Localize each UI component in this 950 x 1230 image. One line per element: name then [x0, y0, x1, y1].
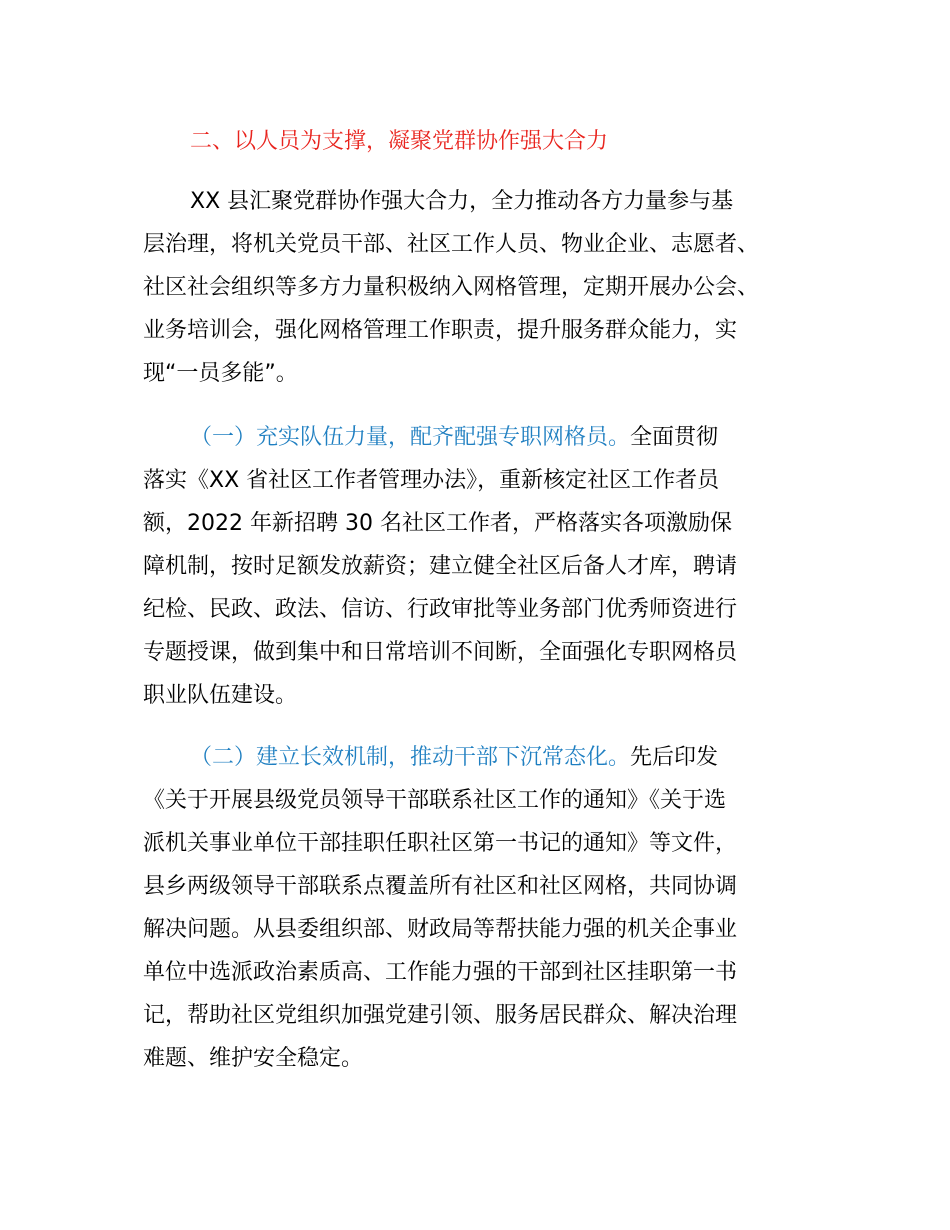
- paragraph-line: 《关于开展县级党员领导干部联系社区工作的通知》《关于选: [143, 788, 727, 813]
- paragraph-line: XX 县汇聚党群协作强大合力，全力推动各方力量参与基: [190, 189, 734, 214]
- paragraph-line: 额，2022 年新招聘 30 名社区工作者，严格落实各项激励保: [143, 511, 732, 536]
- paragraph-first-line: [143, 736, 815, 779]
- paragraph-line: 职业队伍建设。: [143, 683, 298, 708]
- paragraph-line-rest: 全面贯彻: [630, 425, 719, 450]
- paragraph-line: 解决问题。从县委组织部、财政局等帮扶能力强的机关企事业: [143, 917, 738, 942]
- paragraph-line: 层治理，将机关党员干部、社区工作人员、物业企业、志愿者、: [143, 232, 760, 257]
- paragraph-line: 纪检、民政、政法、信访、行政审批等业务部门优秀师资进行: [143, 597, 738, 622]
- paragraph-team-strength: [143, 416, 815, 717]
- subheading-lead: （二）建立长效机制，推动干部下沉常态化。: [190, 745, 631, 770]
- paragraph-line: 难题、维护安全稳定。: [143, 1046, 364, 1071]
- paragraph-line: 现“一员多能”。: [143, 361, 298, 386]
- section-heading: 二、以人员为支撑，凝聚党群协作强大合力: [190, 129, 609, 154]
- paragraph-line: 记，帮助社区党组织加强党建引领、服务居民群众、解决治理: [143, 1003, 738, 1028]
- paragraph-line: 障机制，按时足额发放薪资；建立健全社区后备人才库，聘请: [143, 554, 738, 579]
- paragraph-line: 单位中选派政治素质高、工作能力强的干部到社区挂职第一书: [143, 960, 738, 985]
- paragraph-line: 专题授课，做到集中和日常培训不间断，全面强化专职网格员: [143, 640, 738, 665]
- paragraph-line: 业务培训会，强化网格管理工作职责，提升服务群众能力，实: [143, 318, 738, 343]
- paragraph-line-rest: 先后印发: [630, 745, 719, 770]
- paragraph-line: 派机关事业单位干部挂职任职社区第一书记的通知》等文件，: [143, 831, 738, 856]
- paragraph-line: 社区社会组织等多方力量积极纳入网格管理，定期开展办公会、: [143, 275, 760, 300]
- subheading-lead: （一）充实队伍力量，配齐配强专职网格员。: [190, 425, 631, 450]
- paragraph-first-line: [143, 416, 815, 459]
- paragraph-line: 县乡两级领导干部联系点覆盖所有社区和社区网格，共同协调: [143, 874, 738, 899]
- paragraph-long-term-mechanism: [143, 736, 815, 1080]
- paragraph-line: 落实《XX 省社区工作者管理办法》，重新核定社区工作者员: [143, 468, 720, 493]
- paragraph-intro: [143, 180, 815, 395]
